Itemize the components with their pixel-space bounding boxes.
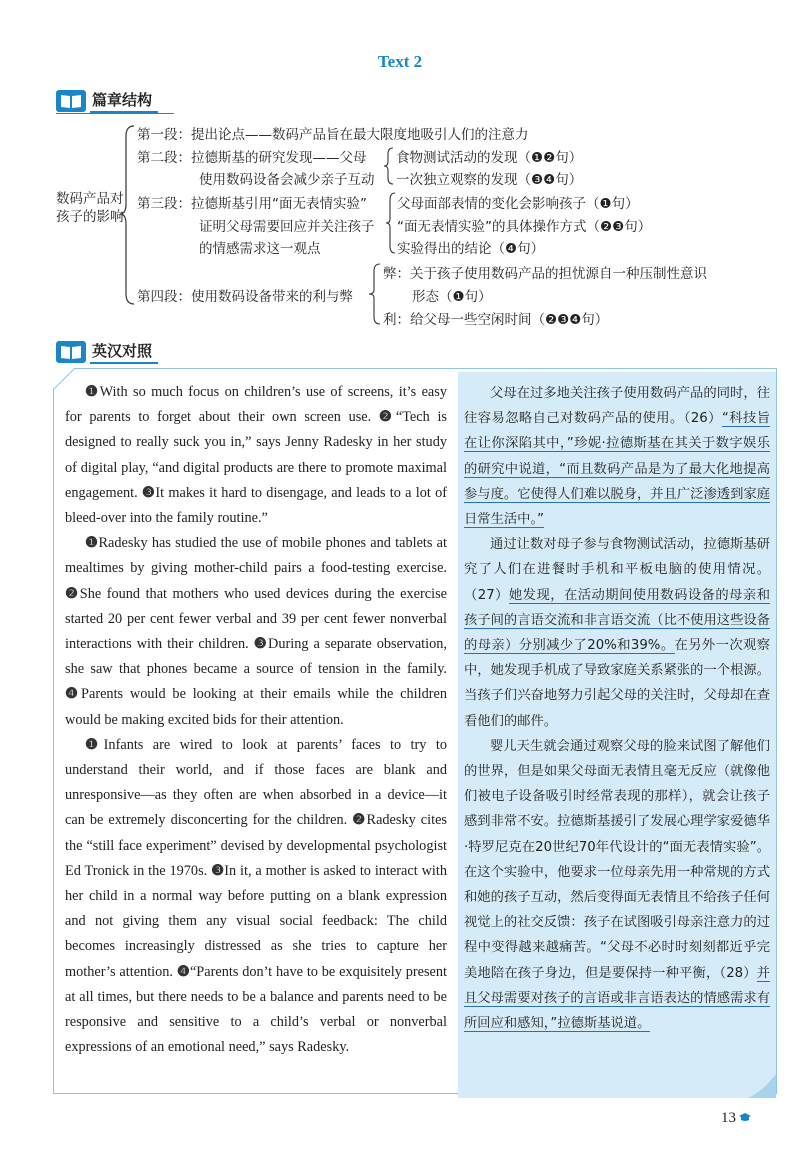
chinese-sentence: 父母在过多地关注孩子使用数码产品的同时，往往容易忽略自己对数码产品的使用。 <box>464 386 770 427</box>
outline-root: 孩子的影响 <box>56 209 124 225</box>
outline-brace-p3 <box>385 191 397 255</box>
chinese-sentence: 通过让数对母子参与食物测试活动，拉德斯基研究了人们在进餐时手机和平板电脑的使用情况。 <box>464 537 770 578</box>
chinese-highlighted-sentence: 她发现，在活动期间使用数码设备的母亲和孩子间的言语交流和非言语交流（比不使用这些设备的母亲）分别减少了20%和39%。 <box>464 587 770 654</box>
english-sentence: “Tech is designed to really suck you in,” says Jenny Radesky in her study of digital play, “and digital products are there to promote maximal engagement. <box>65 409 447 501</box>
chinese-paragraph <box>464 381 770 532</box>
chinese-sentence: （28） <box>719 965 757 981</box>
sentence-number: ❷ <box>65 585 80 602</box>
chinese-sentence: 婴儿天生就会通过观察父母的脸来试图了解他们的世界，但是如果父母面无表情且毫无反应（就像他们被电子设备吸引时经常表现的那样），就会让孩子感到非常不安。拉德斯基援引了发展心理学家爱德华·特罗尼克在20世纪70年代设计的“面无表情实验”。在这个实验中，他要求一位母亲先用一种常规的方式和她的孩子互动，然后变得面无表情且不给孩子任何视觉上的社交反馈：孩子在试图吸引母亲注意力的过程中变得越来越痛苦。“父母不必时时刻刻都近乎完美地陪在孩子身边，但是要保持一种平衡， <box>464 738 770 981</box>
sentence-number: ❸ <box>253 636 269 653</box>
sentence-number: ❸ <box>141 484 156 501</box>
english-paragraph <box>65 380 447 531</box>
english-sentence: She found that mothers who used devices during the exercise started 20 per cent fewer verbal and 39 per cent fewer nonverbal interactions with their children. <box>65 585 447 653</box>
english-sentence: With so much focus on children’s use of screens, it’s easy for parents to forget about their own screen use. <box>65 384 447 426</box>
outline-para-4-sub1b: 形态（❶句） <box>412 289 492 305</box>
sentence-number: ❸ <box>211 862 225 879</box>
text-title: Text 2 <box>377 52 423 71</box>
outline-para-4: 第四段：使用数码设备带来的利与弊 <box>137 289 353 305</box>
chinese-highlighted-sentence: 并且父母需要对孩子的言语或非言语表达的情感需求有所回应和感知，”拉德斯基说道。 <box>464 965 771 1032</box>
chinese-highlighted-sentence: “科技旨在让你深陷其中，”珍妮·拉德斯基在其关于数字娱乐的研究中说道，“而且数码产品是为了最大化地提高参与度。它使得人们难以脱身，并且广泛渗透到家庭日常生活中。” <box>464 411 770 528</box>
outline-para-3a: 第三段：拉德斯基引用“面无表情实验” <box>137 196 367 212</box>
sentence-number: ❶ <box>85 736 104 753</box>
page-curl <box>748 1074 778 1100</box>
outline-para-2b: 使用数码设备会减少亲子互动 <box>199 172 375 188</box>
english-sentence: Infants are wired to look at parents’ faces to try to understand their world, and if those faces are blank and unresponsive—as they often are when absorbed in a device—it can be extremely disconcerting for the children. <box>65 736 447 829</box>
chinese-paragraph <box>464 734 770 1036</box>
english-paragraph <box>65 531 447 733</box>
english-sentence: In it, a mother is asked to interact with her child in a normal way before putting on a blank expression and not giving them any visual social feedback: The child becomes increasingly distressed as she tries to capture her mother’s attention. <box>65 862 447 980</box>
sentence-number: ❶ <box>85 535 99 552</box>
book-icon <box>56 90 86 112</box>
outline-para-4-sub2: 利：给父母一些空闲时间（❷❸❹句） <box>383 312 609 328</box>
book-icon <box>56 341 86 363</box>
english-sentence: Parents would be looking at their emails while the children would be making excited bids for their attention. <box>65 686 447 728</box>
outline-brace-p2 <box>383 146 395 186</box>
english-paragraph <box>65 733 447 1061</box>
chinese-sentence: （26） <box>683 411 722 427</box>
english-text <box>65 380 447 1060</box>
section-header-bilingual <box>56 340 158 364</box>
sentence-number: ❹ <box>65 686 82 703</box>
outline-brace-main <box>118 124 138 306</box>
chinese-text <box>464 381 770 1036</box>
outline-brace-p4 <box>368 262 382 326</box>
outline-para-2a: 第二段：拉德斯基的研究发现——父母 <box>137 150 367 166</box>
chinese-paragraph <box>464 532 770 734</box>
english-sentence: During a separate observation, she saw that phones became a source of tension in the family. <box>65 636 447 678</box>
chinese-sentence: （27） <box>464 587 509 603</box>
section-underline <box>56 113 174 114</box>
outline-para-3-sub2: “面无表情实验”的具体操作方式（❷❸句） <box>397 219 652 235</box>
chinese-sentence: 在另外一次观察中，她发现手机成了导致家庭关系紧张的一个根源。当孩子们兴奋地努力引起父母的关注时，父母却在查看他们的邮件。 <box>464 638 771 729</box>
outline-root: 数码产品对 <box>56 191 124 207</box>
sentence-number: ❷ <box>378 409 396 426</box>
page-number: 13 <box>721 1110 752 1127</box>
sentence-number: ❷ <box>352 812 367 829</box>
section-label: 篇章结构 <box>90 89 158 113</box>
sentence-number: ❶ <box>85 384 100 400</box>
outline-para-2-sub1: 食物测试活动的发现（❶❷句） <box>396 150 583 166</box>
sentence-number: ❹ <box>176 963 190 980</box>
outline-para-3-sub3: 实验得出的结论（❹句） <box>397 241 545 257</box>
english-sentence: It makes it hard to disengage, and leads to a lot of bleed-over into the family routine.” <box>65 484 447 527</box>
section-header-structure <box>56 89 158 113</box>
english-sentence: “Parents don’t have to be exquisitely present at all times, but there needs to be a balance and parents need to be responsive and sensitive to a child’s verbal or nonverbal expressions of an emotional need,” says Radesky. <box>65 963 447 1056</box>
outline-para-4-sub1a: 弊：关于孩子使用数码产品的担忧源自一种压制性意识 <box>383 266 707 282</box>
outline-para-3b: 证明父母需要回应并关注孩子 <box>199 219 375 235</box>
outline-para-3-sub1: 父母面部表情的变化会影响孩子（❶句） <box>397 196 639 212</box>
outline-para-1: 第一段：提出论点——数码产品旨在最大限度地吸引人们的注意力 <box>137 127 529 143</box>
outline-para-2-sub2: 一次独立观察的发现（❸❹句） <box>396 172 583 188</box>
outline-para-3c: 的情感需求这一观点 <box>199 241 321 257</box>
section-label: 英汉对照 <box>90 340 158 364</box>
graduation-cap-icon <box>738 1112 752 1122</box>
english-sentence: Radesky cites the “still face experiment” devised by developmental psychologist Ed Tronick in the 1970s. <box>65 812 447 879</box>
english-sentence: Radesky has studied the use of mobile phones and tablets at mealtimes by giving mother-child pairs a food-testing exercise. <box>65 535 447 577</box>
